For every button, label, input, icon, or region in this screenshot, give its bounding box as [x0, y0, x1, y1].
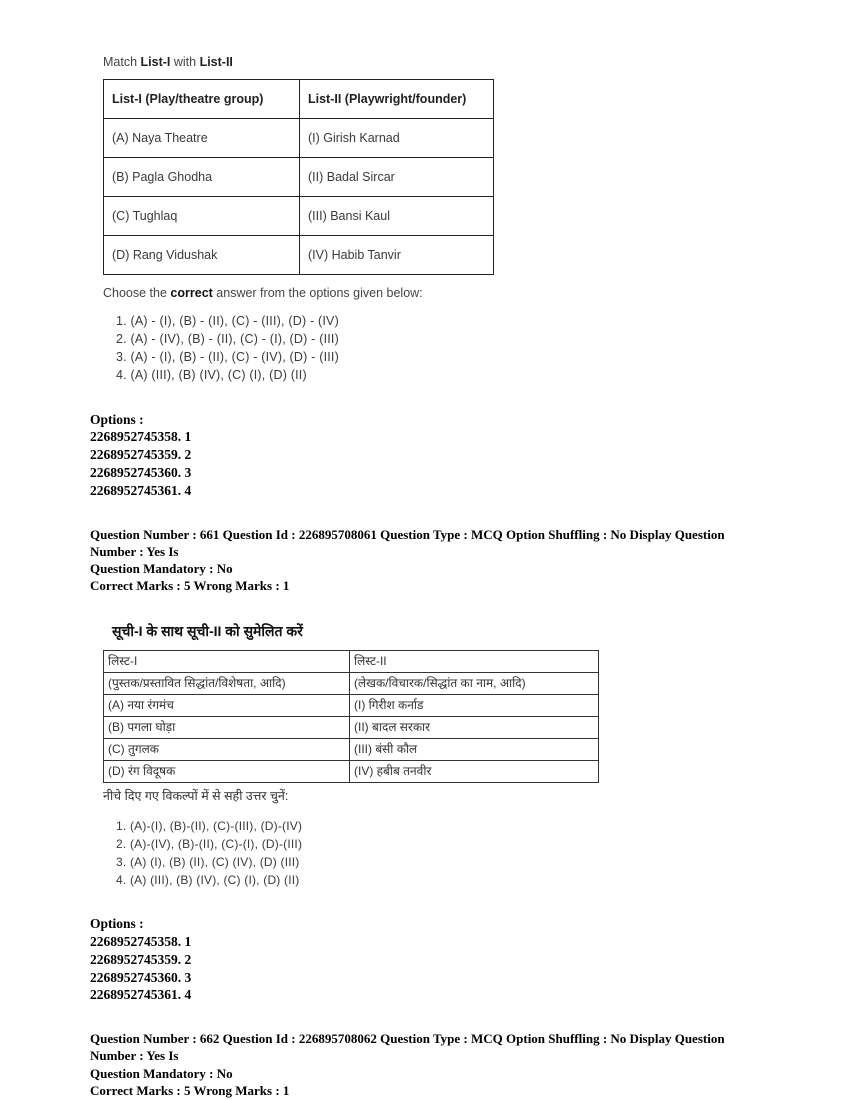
option-id-1: 2268952745358. 1 [90, 429, 192, 445]
table-header-list1: List-I (Play/theatre group) [104, 80, 300, 119]
table-cell-right: (I) Girish Karnad [300, 119, 494, 158]
answer-choice-3[interactable]: 3. (A) - (I), (B) - (II), (C) - (IV), (D) - (III) [116, 350, 339, 365]
table-row [104, 695, 599, 717]
table-cell-right: (II) बादल सरकार [350, 717, 599, 739]
table-row [104, 119, 494, 158]
table-row [104, 761, 599, 783]
table-row [104, 158, 494, 197]
option-id-3: 2268952745360. 3 [90, 969, 192, 985]
english-answer-choices [90, 312, 760, 385]
table-row [104, 197, 494, 236]
english-options-id-block [90, 411, 760, 500]
option-id-1: 2268952745358. 1 [90, 934, 192, 949]
meta-marks-line: Correct Marks : 5 Wrong Marks : 1 [90, 1082, 290, 1098]
table-header-list2: List-II (Playwright/founder) [300, 80, 494, 119]
hindi-question-block [90, 622, 760, 1099]
answer-choice-1[interactable]: 1. (A) - (I), (B) - (II), (C) - (III), (D) - (IV) [116, 314, 339, 328]
hindi-match-table [103, 650, 599, 783]
hindi-question-meta [90, 1030, 760, 1099]
choose-instruction-emphasis: correct [170, 286, 213, 300]
table-header-list2: लिस्ट-II [350, 651, 599, 673]
hindi-answer-choices [90, 817, 760, 889]
answer-choice-4[interactable]: 4. (A) (III), (B) (IV), (C) (I), (D) (II) [116, 873, 300, 888]
match-instruction-mid: with [170, 55, 200, 69]
match-instruction-prefix: Match [103, 55, 141, 69]
table-cell-left: (D) Rang Vidushak [104, 236, 300, 275]
table-cell-right: (I) गिरीश कर्नाड [350, 695, 599, 717]
table-cell-left: (D) रंग विदूषक [104, 761, 350, 783]
table-cell-left: (C) तुगलक [104, 739, 350, 761]
table-cell-left: (A) Naya Theatre [104, 119, 300, 158]
hindi-choose-instruction: नीचे दिए गए विकल्पों में से सही उत्तर चुनें: [103, 789, 289, 804]
meta-mandatory-line: Question Mandatory : No [90, 1065, 233, 1081]
meta-question-number-line: Question Number : 662 Question Id : 226895708062 Question Type : MCQ Option Shuffling : No Display Question Number : Yes Is [90, 1031, 725, 1064]
table-row [104, 717, 599, 739]
table-row [104, 236, 494, 275]
table-subheader-left: (पुस्तक/प्रस्तावित सिद्धांत/विशेषता, आदि) [104, 673, 350, 695]
english-question-meta [90, 526, 760, 595]
match-instruction-list2: List-II [199, 55, 233, 69]
answer-choice-2[interactable]: 2. (A)-(IV), (B)-(II), (C)-(I), (D)-(III) [116, 837, 303, 852]
match-instruction [103, 55, 760, 69]
table-cell-right: (III) बंसी कौल [350, 739, 599, 761]
option-id-2: 2268952745359. 2 [90, 951, 192, 967]
table-cell-right: (IV) हबीब तनवीर [350, 761, 599, 783]
hindi-match-instruction: सूची-I के साथ सूची-II को सुमेलित करें [112, 623, 303, 640]
table-cell-right: (III) Bansi Kaul [300, 197, 494, 236]
hindi-options-id-block [90, 915, 760, 1004]
option-id-3: 2268952745360. 3 [90, 464, 192, 480]
choose-instruction-suffix: answer from the options given below: [212, 286, 423, 300]
answer-choice-1[interactable]: 1. (A)-(I), (B)-(II), (C)-(III), (D)-(IV) [116, 819, 303, 834]
table-cell-left: (C) Tughlaq [104, 197, 300, 236]
meta-question-number-line: Question Number : 661 Question Id : 226895708061 Question Type : MCQ Option Shuffling : No Display Question Number : Yes Is [90, 526, 725, 559]
options-label: Options : [90, 411, 144, 427]
answer-choice-2[interactable]: 2. (A) - (IV), (B) - (II), (C) - (I), (D) - (III) [116, 332, 339, 347]
table-row [104, 739, 599, 761]
options-label: Options : [90, 916, 144, 932]
option-id-2: 2268952745359. 2 [90, 447, 192, 463]
match-instruction-list1: List-I [140, 55, 171, 69]
option-id-4: 2268952745361. 4 [90, 987, 192, 1003]
answer-choice-3[interactable]: 3. (A) (I), (B) (II), (C) (IV), (D) (III) [116, 855, 300, 870]
choose-instruction [103, 286, 760, 300]
choose-instruction-prefix: Choose the [103, 286, 171, 300]
english-match-table [103, 79, 494, 275]
table-header-list1: लिस्ट-I [104, 651, 350, 673]
table-header-row [104, 80, 494, 119]
table-cell-left: (A) नया रंगमंच [104, 695, 350, 717]
table-subheader-row [104, 673, 599, 695]
answer-choice-4[interactable]: 4. (A) (III), (B) (IV), (C) (I), (D) (II) [116, 368, 307, 383]
table-cell-right: (II) Badal Sircar [300, 158, 494, 197]
meta-mandatory-line: Question Mandatory : No [90, 560, 233, 576]
option-id-4: 2268952745361. 4 [90, 482, 192, 498]
table-subheader-right: (लेखक/विचारक/सिद्धांत का नाम, आदि) [350, 673, 599, 695]
table-cell-left: (B) Pagla Ghodha [104, 158, 300, 197]
table-cell-left: (B) पगला घोड़ा [104, 717, 350, 739]
english-question-block [90, 55, 760, 594]
table-cell-right: (IV) Habib Tanvir [300, 236, 494, 275]
meta-marks-line: Correct Marks : 5 Wrong Marks : 1 [90, 578, 290, 594]
table-header-row [104, 651, 599, 673]
